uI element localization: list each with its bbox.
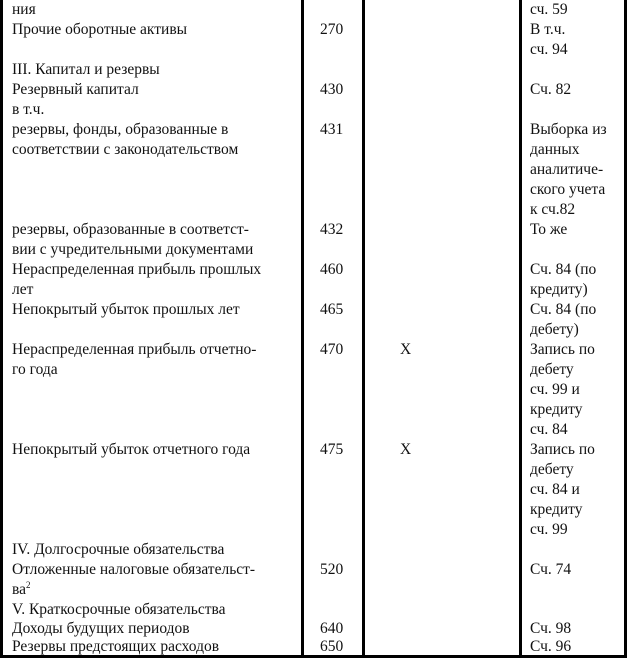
row-source: кредиту	[530, 501, 583, 518]
row-source: Сч. 84 (по	[530, 261, 597, 278]
row-label: в т.ч.	[12, 101, 45, 118]
row-source: аналитиче-	[530, 161, 604, 178]
row-label: лет	[12, 281, 34, 298]
row-source: Сч. 96	[530, 638, 572, 655]
row-label: Прочие оборотные активы	[12, 21, 188, 38]
row-label: резервы, образованные в соответст-	[12, 221, 249, 238]
row-source: сч. 59	[530, 1, 568, 18]
row-source: Выборка из	[530, 121, 607, 138]
row-label: Резервный капитал	[12, 81, 139, 98]
row-source: Сч. 82	[530, 81, 572, 98]
row-source: То же	[530, 221, 568, 238]
row-code: 430	[320, 81, 344, 98]
row-source: Сч. 74	[530, 561, 572, 578]
row-code: 640	[320, 620, 344, 637]
row-source: Сч. 98	[530, 620, 572, 637]
row-source: Запись по	[530, 441, 595, 458]
row-source: сч. 94	[530, 41, 568, 58]
row-label: Нераспределенная прибыль прошлых	[12, 261, 262, 278]
row-source: сч. 99 и	[530, 381, 580, 398]
row-code: 470	[320, 341, 344, 358]
table-border-right	[624, 0, 627, 658]
row-label: резервы, фонды, образованные в	[12, 121, 229, 138]
row-label: го года	[12, 361, 58, 378]
row-source: ского учета	[530, 181, 606, 198]
row-label: вии с учредительными документами	[12, 241, 254, 258]
table-border-left	[0, 0, 3, 658]
row-source: В т.ч.	[530, 21, 566, 38]
row-label: III. Капитал и резервы	[12, 61, 160, 78]
column-divider-1	[301, 0, 304, 658]
row-code: 431	[320, 121, 344, 138]
row-code: 465	[320, 301, 344, 318]
row-label: Непокрытый убыток отчетного года	[12, 441, 251, 458]
row-label: V. Краткосрочные обязательства	[12, 601, 226, 618]
row-code: 650	[320, 638, 344, 655]
row-source: сч. 99	[530, 521, 568, 538]
row-source: дебету	[530, 361, 574, 378]
row-x-mark: X	[400, 441, 412, 458]
column-divider-3	[519, 0, 522, 658]
row-label: Нераспределенная прибыль отчетно-	[12, 341, 257, 358]
row-source: к сч.82	[530, 201, 576, 218]
row-x-mark: X	[400, 341, 412, 358]
row-source: кредиту)	[530, 281, 588, 298]
row-label: Отложенные налоговые обязательст-	[12, 561, 256, 578]
column-divider-2	[362, 0, 365, 658]
row-code: 520	[320, 561, 344, 578]
row-source: Сч. 84 (по	[530, 301, 597, 318]
row-source: кредиту	[530, 401, 583, 418]
row-label: ния	[12, 1, 36, 18]
row-label-continued	[12, 580, 31, 600]
row-label: ва	[12, 581, 26, 598]
row-label: Непокрытый убыток прошлых лет	[12, 301, 240, 318]
row-code: 432	[320, 221, 344, 238]
row-label: Доходы будущих периодов	[12, 620, 190, 637]
row-label: Резервы предстоящих расходов	[12, 638, 220, 655]
row-label: IV. Долгосрочные обязательства	[12, 541, 225, 558]
row-code: 270	[320, 21, 344, 38]
row-source: данных	[530, 141, 580, 158]
row-source: дебету)	[530, 321, 579, 338]
row-source: сч. 84	[530, 421, 568, 438]
footnote-marker[interactable]: 2	[26, 579, 31, 590]
row-source: дебету	[530, 461, 574, 478]
row-source: сч. 84 и	[530, 481, 580, 498]
row-code: 475	[320, 441, 344, 458]
row-label: соответствии с законодательством	[12, 141, 239, 158]
row-source: Запись по	[530, 341, 595, 358]
row-code: 460	[320, 261, 344, 278]
